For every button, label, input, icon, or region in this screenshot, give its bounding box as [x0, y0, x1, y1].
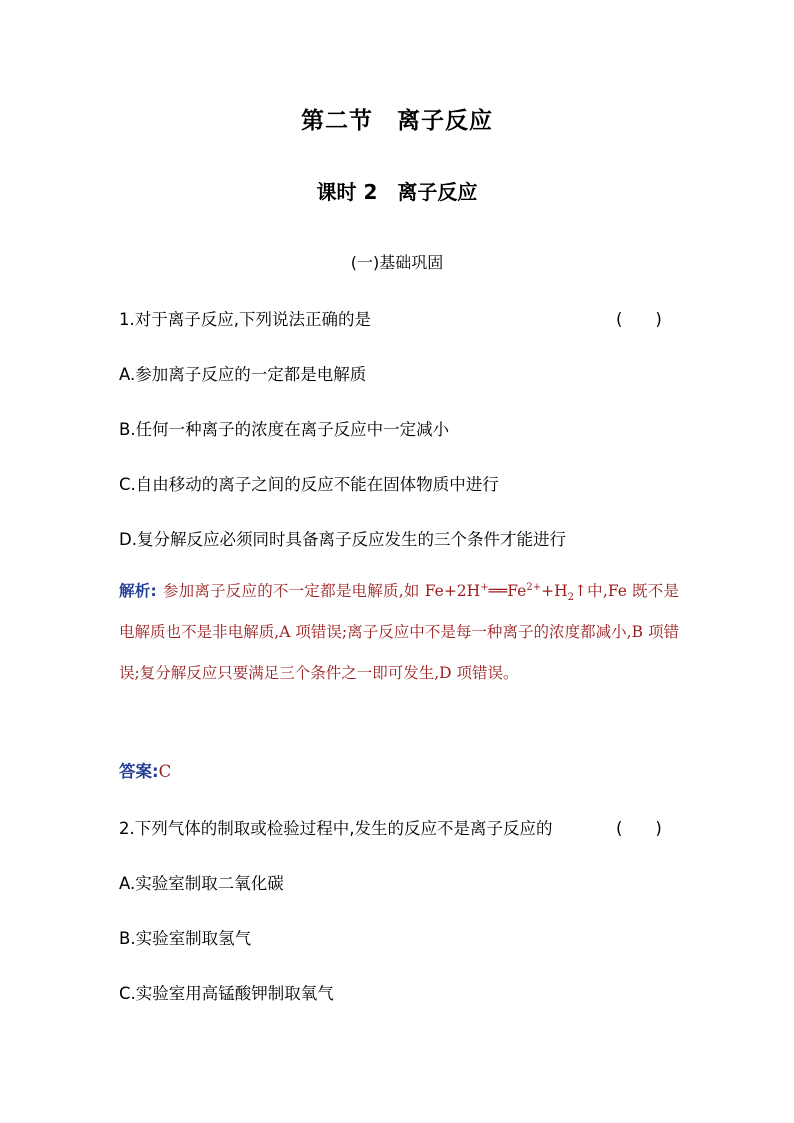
question-1-option-b: B.任何一种离子的浓度在离子反应中一定减小 — [119, 420, 450, 439]
analysis-text-part2: ══Fe — [488, 582, 527, 600]
question-1-stem: 1.对于离子反应,下列说法正确的是 — [119, 310, 371, 329]
analysis-label: 解析: — [119, 582, 157, 600]
section-label: (一)基础巩固 — [350, 253, 444, 272]
analysis-sup-h-charge: + — [480, 581, 489, 593]
question-1-option-c: C.自由移动的离子之间的反应不能在固体物质中进行 — [119, 475, 499, 494]
question-2-stem: 2.下列气体的制取或检验过程中,发生的反应不是离子反应的 — [119, 819, 553, 838]
answer-value: C — [158, 762, 172, 781]
analysis-sub-h2: 2 — [567, 592, 574, 604]
page-title: 第二节 离子反应 — [301, 108, 493, 134]
analysis-sup-fe-charge: 2+ — [526, 581, 542, 593]
analysis-text-part1: 参加离子反应的不一定都是电解质,如 Fe+2H — [162, 582, 481, 600]
question-1-analysis — [119, 571, 679, 694]
analysis-text-part4: ↑中,Fe 既不是电解质也不是非电解质,A 项错误;离子反应中不是每一种离子的浓度都减小,B 项错误;复分解反应只要满足三个条件之一即可发生,D 项错误。 — [119, 582, 680, 682]
question-1-answer-bracket: ( ) — [616, 310, 662, 329]
question-1-answer — [119, 758, 171, 782]
question-2-option-c: C.实验室用高锰酸钾制取氧气 — [119, 984, 334, 1003]
answer-label: 答案: — [119, 762, 159, 781]
question-1-option-d: D.复分解反应必须同时具备离子反应发生的三个条件才能进行 — [119, 530, 566, 549]
question-2-answer-bracket: ( ) — [616, 819, 662, 838]
analysis-text-part3: +H — [541, 582, 568, 600]
question-1-option-a: A.参加离子反应的一定都是电解质 — [119, 365, 367, 384]
question-2-option-a: A.实验室制取二氧化碳 — [119, 874, 284, 893]
lesson-subtitle: 课时 2 离子反应 — [316, 180, 478, 204]
question-2-option-b: B.实验室制取氢气 — [119, 929, 252, 948]
